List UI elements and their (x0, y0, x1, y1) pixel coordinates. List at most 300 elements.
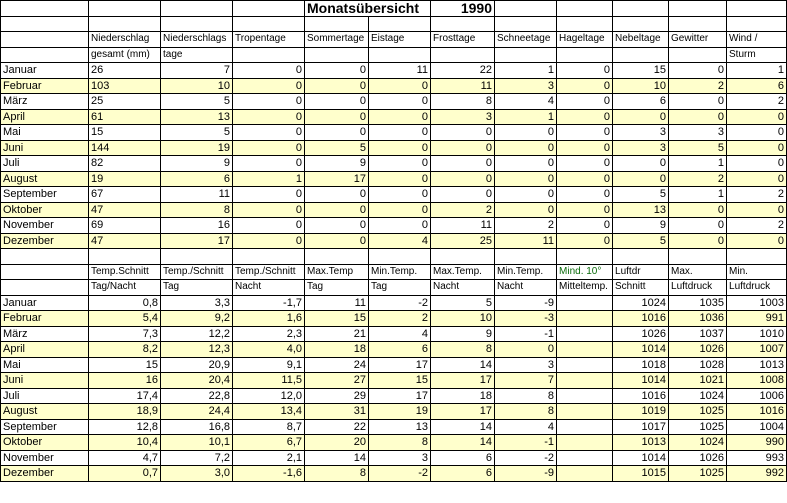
data-cell[interactable]: 1037 (669, 326, 727, 342)
column-header[interactable]: Temp.Schnitt (89, 264, 161, 280)
column-header[interactable]: Sommertage (305, 32, 369, 48)
empty-cell[interactable] (495, 249, 557, 265)
data-cell[interactable]: 5,4 (89, 311, 161, 327)
column-header[interactable]: Eistage (369, 32, 431, 48)
column-subheader[interactable]: tage (161, 47, 233, 63)
column-subheader[interactable] (369, 47, 431, 63)
data-cell[interactable]: 0 (369, 156, 431, 172)
data-cell[interactable]: 17 (369, 357, 431, 373)
data-cell[interactable]: 20,9 (161, 357, 233, 373)
month-label[interactable]: April (1, 109, 89, 125)
empty-cell[interactable] (1, 1, 89, 17)
data-cell[interactable]: 0 (369, 187, 431, 203)
data-cell[interactable]: 0 (431, 156, 495, 172)
column-subheader[interactable]: Tag (305, 280, 369, 296)
data-cell[interactable]: 0 (727, 156, 787, 172)
data-cell[interactable]: 6 (431, 450, 495, 466)
empty-cell[interactable] (727, 16, 787, 32)
data-cell[interactable]: 2 (431, 202, 495, 218)
month-label[interactable]: September (1, 187, 89, 203)
data-cell[interactable]: 17,4 (89, 388, 161, 404)
column-subheader[interactable]: Sturm (727, 47, 787, 63)
data-cell[interactable]: 1014 (613, 373, 669, 389)
data-cell[interactable]: 22 (305, 419, 369, 435)
data-cell[interactable]: 0 (727, 233, 787, 249)
month-label[interactable]: Juni (1, 140, 89, 156)
data-cell[interactable] (557, 342, 613, 358)
empty-cell[interactable] (557, 1, 613, 17)
data-cell[interactable]: 0 (431, 125, 495, 141)
column-header[interactable]: Niederschlag (89, 32, 161, 48)
data-cell[interactable]: 0 (669, 218, 727, 234)
data-cell[interactable]: 12,2 (161, 326, 233, 342)
data-cell[interactable]: 13 (161, 109, 233, 125)
data-cell[interactable]: 0 (557, 94, 613, 110)
data-cell[interactable]: 14 (431, 357, 495, 373)
data-cell[interactable]: 3 (369, 450, 431, 466)
data-cell[interactable]: 0 (669, 109, 727, 125)
empty-cell[interactable] (1, 264, 89, 280)
data-cell[interactable]: 0 (233, 233, 305, 249)
empty-cell[interactable] (495, 16, 557, 32)
data-cell[interactable]: 11 (431, 218, 495, 234)
data-cell[interactable]: 22,8 (161, 388, 233, 404)
data-cell[interactable] (557, 419, 613, 435)
data-cell[interactable]: 1021 (669, 373, 727, 389)
data-cell[interactable]: 7 (161, 63, 233, 79)
data-cell[interactable]: 10 (161, 78, 233, 94)
data-cell[interactable]: 11 (495, 233, 557, 249)
column-header[interactable]: Tropentage (233, 32, 305, 48)
data-cell[interactable]: 61 (89, 109, 161, 125)
data-cell[interactable]: 19 (369, 404, 431, 420)
data-cell[interactable]: 11 (431, 78, 495, 94)
data-cell[interactable]: 2 (727, 94, 787, 110)
empty-cell[interactable] (161, 249, 233, 265)
data-cell[interactable]: 0 (669, 63, 727, 79)
data-cell[interactable]: 1036 (669, 311, 727, 327)
column-header[interactable]: Luftdr (613, 264, 669, 280)
data-cell[interactable]: 1035 (669, 295, 727, 311)
empty-cell[interactable] (369, 249, 431, 265)
column-subheader[interactable]: Tag (369, 280, 431, 296)
data-cell[interactable] (557, 404, 613, 420)
data-cell[interactable]: 1019 (613, 404, 669, 420)
data-cell[interactable]: 0 (727, 140, 787, 156)
data-cell[interactable]: 144 (89, 140, 161, 156)
month-label[interactable]: Januar (1, 295, 89, 311)
data-cell[interactable]: 3 (431, 109, 495, 125)
data-cell[interactable]: 0 (557, 109, 613, 125)
data-cell[interactable]: 21 (305, 326, 369, 342)
column-subheader[interactable]: Tag/Nacht (89, 280, 161, 296)
data-cell[interactable]: 8,7 (233, 419, 305, 435)
data-cell[interactable]: 9 (305, 156, 369, 172)
column-subheader[interactable] (305, 47, 369, 63)
data-cell[interactable]: 2,3 (233, 326, 305, 342)
data-cell[interactable]: 0 (727, 171, 787, 187)
data-cell[interactable]: 1 (495, 109, 557, 125)
data-cell[interactable] (557, 373, 613, 389)
data-cell[interactable]: 18 (431, 388, 495, 404)
empty-cell[interactable] (613, 1, 669, 17)
data-cell[interactable]: 11 (369, 63, 431, 79)
data-cell[interactable]: 2,1 (233, 450, 305, 466)
data-cell[interactable]: 0 (557, 125, 613, 141)
data-cell[interactable]: 0 (669, 233, 727, 249)
month-label[interactable]: Februar (1, 78, 89, 94)
data-cell[interactable]: 0 (557, 218, 613, 234)
data-cell[interactable]: 3 (613, 140, 669, 156)
data-cell[interactable]: 13 (613, 202, 669, 218)
data-cell[interactable]: 0 (557, 202, 613, 218)
data-cell[interactable]: 1004 (727, 419, 787, 435)
data-cell[interactable]: 0 (305, 218, 369, 234)
data-cell[interactable] (557, 388, 613, 404)
month-label[interactable]: Mai (1, 125, 89, 141)
data-cell[interactable]: 1028 (669, 357, 727, 373)
data-cell[interactable]: 1 (727, 63, 787, 79)
empty-cell[interactable] (89, 16, 161, 32)
column-header[interactable]: Hageltage (557, 32, 613, 48)
data-cell[interactable]: 4 (495, 94, 557, 110)
data-cell[interactable]: 1025 (669, 466, 727, 482)
data-cell[interactable]: 5 (613, 233, 669, 249)
data-cell[interactable]: 0 (557, 140, 613, 156)
data-cell[interactable]: 1024 (669, 435, 727, 451)
column-subheader[interactable] (669, 47, 727, 63)
empty-cell[interactable] (1, 249, 89, 265)
data-cell[interactable]: 0 (613, 156, 669, 172)
data-cell[interactable]: 6 (161, 171, 233, 187)
data-cell[interactable]: 992 (727, 466, 787, 482)
column-header[interactable]: Wind / (727, 32, 787, 48)
data-cell[interactable]: 2 (669, 171, 727, 187)
data-cell[interactable]: 0 (233, 218, 305, 234)
column-header[interactable]: Max.Temp (305, 264, 369, 280)
data-cell[interactable]: 0 (305, 94, 369, 110)
data-cell[interactable]: 7 (495, 373, 557, 389)
data-cell[interactable]: 1015 (613, 466, 669, 482)
column-header[interactable]: Schneetage (495, 32, 557, 48)
data-cell[interactable]: 15 (89, 357, 161, 373)
empty-cell[interactable] (557, 16, 613, 32)
data-cell[interactable]: 10,4 (89, 435, 161, 451)
month-label[interactable]: Dezember (1, 233, 89, 249)
column-header[interactable]: Min.Temp. (369, 264, 431, 280)
data-cell[interactable]: -2 (369, 466, 431, 482)
column-subheader[interactable] (557, 47, 613, 63)
data-cell[interactable]: 0 (557, 78, 613, 94)
data-cell[interactable]: 19 (89, 171, 161, 187)
page-title[interactable]: Monatsübersicht (305, 1, 431, 17)
data-cell[interactable]: 0 (369, 94, 431, 110)
month-label[interactable]: November (1, 218, 89, 234)
data-cell[interactable]: 0 (557, 187, 613, 203)
data-cell[interactable]: 4 (369, 326, 431, 342)
data-cell[interactable]: 0 (613, 109, 669, 125)
column-subheader[interactable]: Luftdruck (669, 280, 727, 296)
empty-cell[interactable] (305, 249, 369, 265)
data-cell[interactable]: 0 (495, 187, 557, 203)
data-cell[interactable]: 0 (233, 78, 305, 94)
data-cell[interactable]: 20 (305, 435, 369, 451)
data-cell[interactable]: 1010 (727, 326, 787, 342)
data-cell[interactable]: 1016 (613, 388, 669, 404)
data-cell[interactable]: 5 (305, 140, 369, 156)
data-cell[interactable]: 1013 (613, 435, 669, 451)
column-subheader[interactable]: Nacht (431, 280, 495, 296)
data-cell[interactable]: 17 (305, 171, 369, 187)
month-label[interactable]: September (1, 419, 89, 435)
data-cell[interactable]: 1008 (727, 373, 787, 389)
data-cell[interactable] (557, 326, 613, 342)
data-cell[interactable]: 0 (431, 171, 495, 187)
data-cell[interactable]: 0 (233, 109, 305, 125)
data-cell[interactable]: 12,0 (233, 388, 305, 404)
column-header[interactable]: Min. (727, 264, 787, 280)
data-cell[interactable]: 0 (727, 125, 787, 141)
data-cell[interactable]: 0 (369, 171, 431, 187)
data-cell[interactable]: -2 (369, 295, 431, 311)
data-cell[interactable]: 2 (669, 78, 727, 94)
data-cell[interactable]: 0 (233, 202, 305, 218)
column-subheader[interactable]: Schnitt (613, 280, 669, 296)
data-cell[interactable]: 5 (669, 140, 727, 156)
data-cell[interactable]: 991 (727, 311, 787, 327)
data-cell[interactable]: 10 (613, 78, 669, 94)
data-cell[interactable]: 5 (613, 187, 669, 203)
data-cell[interactable]: 8,2 (89, 342, 161, 358)
month-label[interactable]: Februar (1, 311, 89, 327)
data-cell[interactable]: 0 (369, 140, 431, 156)
data-cell[interactable]: 0 (431, 140, 495, 156)
data-cell[interactable]: 8 (431, 94, 495, 110)
data-cell[interactable]: 17 (431, 373, 495, 389)
data-cell[interactable]: 11,5 (233, 373, 305, 389)
empty-cell[interactable] (369, 16, 431, 32)
data-cell[interactable] (557, 311, 613, 327)
data-cell[interactable]: -9 (495, 466, 557, 482)
column-header[interactable]: Nebeltage (613, 32, 669, 48)
data-cell[interactable]: 14 (431, 419, 495, 435)
data-cell[interactable]: 27 (305, 373, 369, 389)
data-cell[interactable]: 0 (305, 125, 369, 141)
data-cell[interactable]: 993 (727, 450, 787, 466)
data-cell[interactable]: 82 (89, 156, 161, 172)
data-cell[interactable]: 8 (369, 435, 431, 451)
data-cell[interactable]: 26 (89, 63, 161, 79)
data-cell[interactable]: 5 (161, 125, 233, 141)
data-cell[interactable]: 1016 (727, 404, 787, 420)
data-cell[interactable]: 1026 (613, 326, 669, 342)
data-cell[interactable]: 1026 (669, 342, 727, 358)
data-cell[interactable]: 0 (495, 171, 557, 187)
data-cell[interactable]: 0 (431, 187, 495, 203)
month-label[interactable]: Mai (1, 357, 89, 373)
data-cell[interactable]: 4 (369, 233, 431, 249)
column-header[interactable]: Temp./Schnitt (161, 264, 233, 280)
empty-cell[interactable] (613, 249, 669, 265)
data-cell[interactable]: 0 (305, 202, 369, 218)
data-cell[interactable]: 1 (233, 171, 305, 187)
data-cell[interactable]: 0 (369, 202, 431, 218)
data-cell[interactable]: 6,7 (233, 435, 305, 451)
data-cell[interactable]: 3 (669, 125, 727, 141)
data-cell[interactable]: 22 (431, 63, 495, 79)
data-cell[interactable]: 0 (495, 125, 557, 141)
data-cell[interactable]: 20,4 (161, 373, 233, 389)
data-cell[interactable]: 1017 (613, 419, 669, 435)
data-cell[interactable]: 1025 (669, 404, 727, 420)
month-label[interactable]: Januar (1, 63, 89, 79)
month-label[interactable]: August (1, 404, 89, 420)
data-cell[interactable]: 0 (557, 156, 613, 172)
data-cell[interactable]: 0 (495, 342, 557, 358)
data-cell[interactable] (557, 435, 613, 451)
data-cell[interactable]: 24,4 (161, 404, 233, 420)
data-cell[interactable]: 2 (369, 311, 431, 327)
empty-cell[interactable] (431, 16, 495, 32)
data-cell[interactable]: 1007 (727, 342, 787, 358)
month-label[interactable]: Oktober (1, 435, 89, 451)
data-cell[interactable]: 14 (431, 435, 495, 451)
empty-cell[interactable] (669, 1, 727, 17)
empty-cell[interactable] (727, 1, 787, 17)
empty-cell[interactable] (669, 16, 727, 32)
data-cell[interactable]: 12,8 (89, 419, 161, 435)
data-cell[interactable]: 1026 (669, 450, 727, 466)
data-cell[interactable]: -3 (495, 311, 557, 327)
data-cell[interactable]: 15 (613, 63, 669, 79)
data-cell[interactable]: 1 (669, 187, 727, 203)
month-label[interactable]: Oktober (1, 202, 89, 218)
month-label[interactable]: August (1, 171, 89, 187)
data-cell[interactable]: 18,9 (89, 404, 161, 420)
data-cell[interactable]: 25 (431, 233, 495, 249)
data-cell[interactable]: 103 (89, 78, 161, 94)
data-cell[interactable]: 0 (557, 233, 613, 249)
data-cell[interactable]: 1013 (727, 357, 787, 373)
data-cell[interactable]: 12,3 (161, 342, 233, 358)
data-cell[interactable]: 15 (89, 125, 161, 141)
data-cell[interactable]: 0 (369, 218, 431, 234)
empty-cell[interactable] (1, 280, 89, 296)
data-cell[interactable]: 10,1 (161, 435, 233, 451)
data-cell[interactable]: 8 (161, 202, 233, 218)
data-cell[interactable]: 0 (233, 63, 305, 79)
data-cell[interactable]: 3 (495, 357, 557, 373)
data-cell[interactable]: 25 (89, 94, 161, 110)
data-cell[interactable]: -1,7 (233, 295, 305, 311)
empty-cell[interactable] (89, 1, 161, 17)
column-subheader[interactable] (233, 47, 305, 63)
data-cell[interactable]: 11 (305, 295, 369, 311)
data-cell[interactable]: 0,8 (89, 295, 161, 311)
empty-cell[interactable] (161, 16, 233, 32)
column-header[interactable]: Frosttage (431, 32, 495, 48)
empty-cell[interactable] (557, 249, 613, 265)
month-label[interactable]: Juli (1, 388, 89, 404)
data-cell[interactable]: 7,3 (89, 326, 161, 342)
data-cell[interactable]: 7,2 (161, 450, 233, 466)
empty-cell[interactable] (233, 249, 305, 265)
empty-cell[interactable] (233, 1, 305, 17)
data-cell[interactable]: 6 (431, 466, 495, 482)
data-cell[interactable]: 1024 (669, 388, 727, 404)
data-cell[interactable]: -2 (495, 450, 557, 466)
data-cell[interactable]: 0 (233, 140, 305, 156)
month-label[interactable]: Juli (1, 156, 89, 172)
data-cell[interactable] (557, 295, 613, 311)
year-cell[interactable]: 1990 (431, 1, 495, 17)
data-cell[interactable]: 8 (495, 388, 557, 404)
data-cell[interactable]: 31 (305, 404, 369, 420)
data-cell[interactable]: -1 (495, 435, 557, 451)
data-cell[interactable]: 0 (233, 125, 305, 141)
data-cell[interactable]: 69 (89, 218, 161, 234)
data-cell[interactable]: 67 (89, 187, 161, 203)
data-cell[interactable]: 9,1 (233, 357, 305, 373)
empty-cell[interactable] (233, 16, 305, 32)
column-subheader[interactable]: Nacht (233, 280, 305, 296)
data-cell[interactable]: 24 (305, 357, 369, 373)
empty-cell[interactable] (89, 249, 161, 265)
data-cell[interactable]: 0 (495, 140, 557, 156)
month-label[interactable]: März (1, 94, 89, 110)
data-cell[interactable]: 0 (369, 125, 431, 141)
data-cell[interactable]: 1014 (613, 450, 669, 466)
data-cell[interactable]: 0 (613, 171, 669, 187)
data-cell[interactable]: 1025 (669, 419, 727, 435)
data-cell[interactable]: 13 (369, 419, 431, 435)
data-cell[interactable]: 1 (669, 156, 727, 172)
data-cell[interactable] (557, 450, 613, 466)
data-cell[interactable]: 0 (727, 109, 787, 125)
data-cell[interactable]: 0 (305, 233, 369, 249)
data-cell[interactable]: 4,0 (233, 342, 305, 358)
data-cell[interactable]: 1024 (613, 295, 669, 311)
column-subheader[interactable] (495, 47, 557, 63)
data-cell[interactable]: 47 (89, 233, 161, 249)
data-cell[interactable]: 9 (613, 218, 669, 234)
month-label[interactable]: Juni (1, 373, 89, 389)
data-cell[interactable]: 17 (431, 404, 495, 420)
data-cell[interactable]: 0 (369, 78, 431, 94)
data-cell[interactable]: 9,2 (161, 311, 233, 327)
data-cell[interactable]: 0 (305, 63, 369, 79)
column-header[interactable]: Max. (669, 264, 727, 280)
data-cell[interactable]: 14 (305, 450, 369, 466)
column-header[interactable]: Gewitter (669, 32, 727, 48)
data-cell[interactable]: 1 (495, 63, 557, 79)
empty-cell[interactable] (305, 16, 369, 32)
empty-cell[interactable] (495, 1, 557, 17)
data-cell[interactable]: 18 (305, 342, 369, 358)
data-cell[interactable]: 3,0 (161, 466, 233, 482)
data-cell[interactable]: 3,3 (161, 295, 233, 311)
data-cell[interactable]: 0 (305, 109, 369, 125)
data-cell[interactable]: 17 (369, 388, 431, 404)
empty-cell[interactable] (1, 47, 89, 63)
month-label[interactable]: Dezember (1, 466, 89, 482)
data-cell[interactable]: 16 (89, 373, 161, 389)
data-cell[interactable]: 5 (161, 94, 233, 110)
data-cell[interactable]: 0 (495, 156, 557, 172)
column-header[interactable]: Temp./Schnitt (233, 264, 305, 280)
data-cell[interactable]: 2 (495, 218, 557, 234)
data-cell[interactable]: 9 (431, 326, 495, 342)
